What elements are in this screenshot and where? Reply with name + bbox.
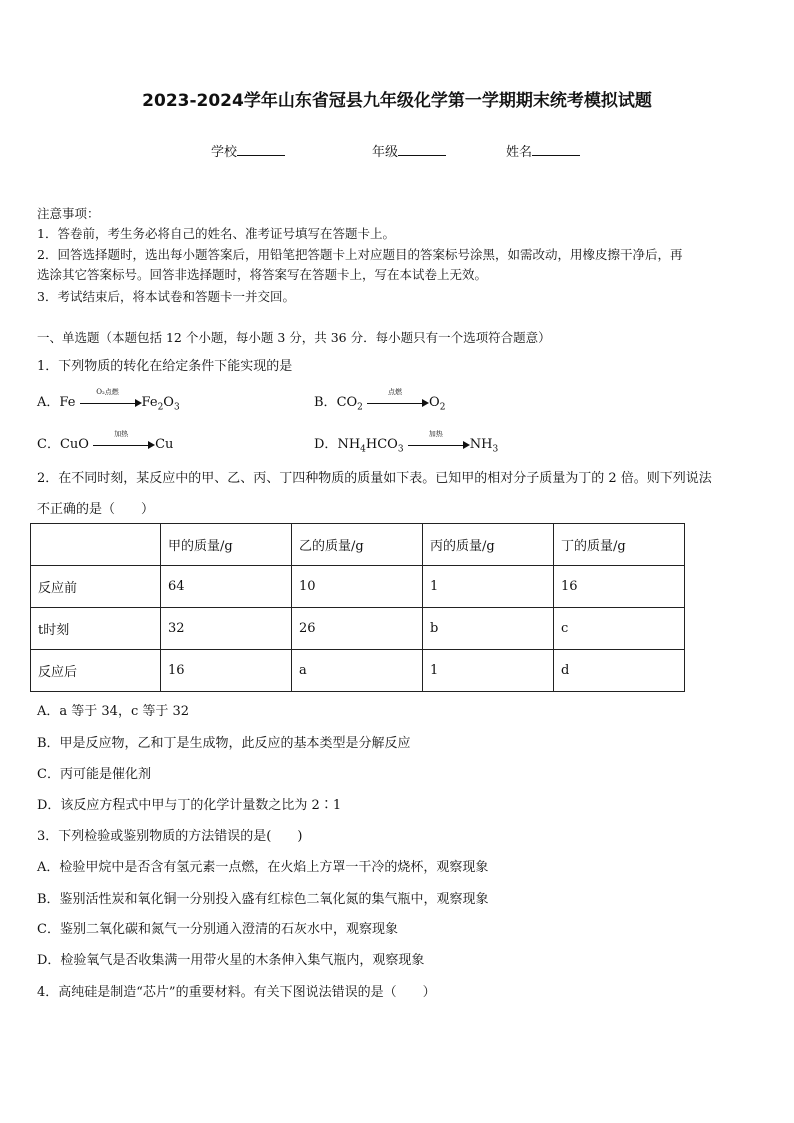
- notes-item: 2．回答选择题时，选出每小题答案后，用铅笔把答题卡上对应题目的答案标号涂黑，如需改动，用橡皮擦干净后，再: [37, 247, 683, 262]
- product: $Fe_2O_3$: [141, 395, 180, 413]
- product: Cu: [155, 437, 174, 452]
- table-header-cell: 丁的质量/g: [554, 524, 685, 566]
- product: $O_2$: [429, 395, 446, 413]
- q1-stem: 1．下列物质的转化在给定条件下能实现的是: [37, 359, 293, 374]
- table-row: [31, 566, 685, 608]
- school-label: 学校: [211, 145, 238, 160]
- q2-stem-line2: 不正确的是（ ）: [37, 502, 155, 517]
- name-label: 姓名: [506, 145, 533, 160]
- q2-option-b: B．甲是反应物，乙和丁是生成物，此反应的基本类型是分解反应: [37, 736, 411, 751]
- table-header-row: [31, 524, 685, 566]
- q3-option-d: D．检验氧气是否收集满一用带火星的木条伸入集气瓶内，观察现象: [37, 953, 425, 968]
- table-header-cell: [31, 524, 161, 566]
- table-row: [31, 608, 685, 650]
- q3-option-b: B．鉴别活性炭和氧化铜一分别投入盛有红棕色二氧化氮的集气瓶中，观察现象: [37, 892, 489, 907]
- reactant: $CO_2$: [336, 395, 363, 413]
- name-blank: [532, 143, 580, 156]
- q4-stem: 4．高纯硅是制造“芯片”的重要材料。有关下图说法错误的是（ ）: [37, 985, 436, 1000]
- reaction-condition: O₂点燃: [96, 387, 119, 396]
- school-blank: [237, 143, 285, 156]
- q3-stem: 3．下列检验或鉴别物质的方法错误的是( ): [37, 829, 303, 844]
- table-cell: 32: [161, 608, 292, 650]
- name-field: [506, 141, 580, 160]
- option-label: A．: [37, 395, 60, 410]
- q2-stem-line1: 2．在不同时刻，某反应中的甲、乙、丙、丁四种物质的质量如下表。已知甲的相对分子质量为丁的 2 倍。则下列说法: [37, 471, 712, 486]
- notes-heading: 注意事项：: [37, 206, 100, 221]
- table-cell: 16: [554, 566, 685, 608]
- table-header-cell: 丙的质量/g: [423, 524, 554, 566]
- notes-item: 选涂其它答案标号。回答非选择题时，将答案写在答题卡上，写在本试卷上无效。: [37, 267, 488, 282]
- option-label: C．: [37, 437, 60, 452]
- reactant: Fe: [59, 395, 76, 410]
- option-label: B．: [314, 395, 337, 410]
- table-cell: 64: [161, 566, 292, 608]
- school-field: [211, 141, 285, 160]
- page-title: 2023-2024学年山东省冠县九年级化学第一学期期末统考模拟试题: [142, 91, 652, 111]
- q1-option-d: [314, 429, 499, 455]
- reaction-arrow-icon: [80, 387, 142, 410]
- q2-option-a: A．a 等于 34，c 等于 32: [37, 704, 190, 719]
- product: $NH_3$: [469, 437, 499, 455]
- option-label: D．: [314, 437, 338, 452]
- grade-label: 年级: [372, 145, 399, 160]
- table-cell: 反应前: [31, 566, 161, 608]
- table-cell: d: [554, 650, 685, 692]
- reaction-arrow-icon: [408, 429, 470, 452]
- reaction-arrow-icon: [93, 429, 155, 452]
- table-header-cell: 乙的质量/g: [292, 524, 423, 566]
- grade-blank: [398, 143, 446, 156]
- table-cell: c: [554, 608, 685, 650]
- q2-option-c: C．丙可能是催化剂: [37, 767, 151, 782]
- reactant: $NH_4HCO_3$: [337, 437, 404, 455]
- grade-field: [372, 141, 446, 160]
- q1-option-a: [37, 387, 180, 413]
- section-heading: 一、单选题（本题包括 12 个小题，每小题 3 分，共 36 分．每小题只有一个选项符合题意）: [37, 330, 551, 345]
- q3-option-c: C．鉴别二氧化碳和氮气一分别通入澄清的石灰水中，观察现象: [37, 922, 398, 937]
- table-cell: 10: [292, 566, 423, 608]
- table-cell: t时刻: [31, 608, 161, 650]
- table-cell: 16: [161, 650, 292, 692]
- table-cell: 1: [423, 566, 554, 608]
- reaction-condition: 点燃: [388, 387, 403, 396]
- q3-option-a: A．检验甲烷中是否含有氢元素一点燃，在火焰上方罩一干冷的烧杯，观察现象: [37, 860, 489, 875]
- mass-table: [30, 523, 685, 692]
- table-header-cell: 甲的质量/g: [161, 524, 292, 566]
- notes-item: 3．考试结束后，将本试卷和答题卡一并交回。: [37, 289, 295, 304]
- reactant: CuO: [59, 437, 89, 452]
- table-cell: 26: [292, 608, 423, 650]
- q2-option-d: D．该反应方程式中甲与丁的化学计量数之比为 2∶1: [37, 798, 342, 813]
- table-cell: b: [423, 608, 554, 650]
- reaction-condition: 加热: [428, 429, 443, 438]
- reaction-condition: 加热: [114, 429, 129, 438]
- table-cell: a: [292, 650, 423, 692]
- q1-option-b: [314, 387, 446, 413]
- table-cell: 1: [423, 650, 554, 692]
- q1-option-c: [37, 429, 174, 452]
- table-cell: 反应后: [31, 650, 161, 692]
- reaction-arrow-icon: [367, 387, 429, 410]
- table-row: [31, 650, 685, 692]
- notes-item: 1．答卷前，考生务必将自己的姓名、准考证号填写在答题卡上。: [37, 226, 395, 241]
